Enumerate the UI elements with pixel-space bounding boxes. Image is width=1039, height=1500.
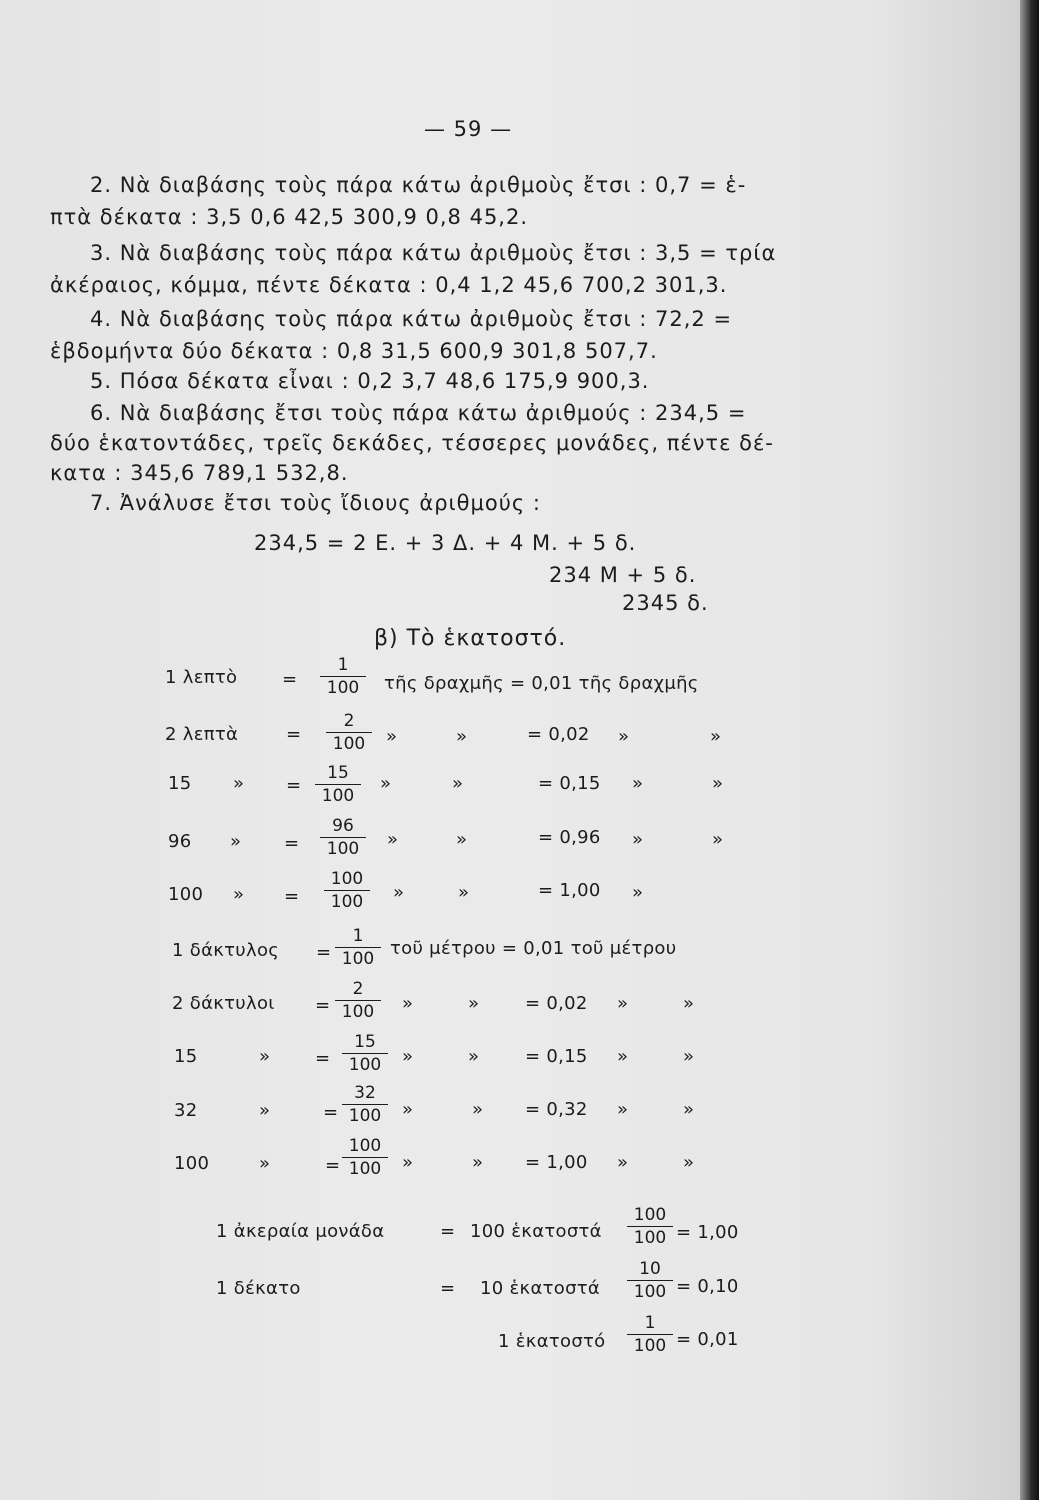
denominator: 100 (633, 1228, 667, 1248)
fraction (320, 656, 366, 697)
exercise-line: ἑβδομήντα δύο δέκατα : 0,8 31,5 600,9 301,8 507,7. (50, 339, 658, 363)
numerator: 100 (342, 1137, 388, 1158)
section-title: β) Τὸ ἑκατοστό. (374, 626, 567, 651)
summary-amount: 10 ἑκατοστά (480, 1278, 601, 1299)
fraction (627, 1206, 673, 1247)
analysis-line: 234,5 = 2 Ε. + 3 Δ. + 4 Μ. + 5 δ. (254, 531, 637, 555)
exercise-line: πτὰ δέκατα : 3,5 0,6 42,5 300,9 0,8 45,2. (50, 205, 529, 229)
exercise-line: ἀκέραιος, κόμμα, πέντε δέκατα : 0,4 1,2 45,6 700,2 301,3. (50, 273, 728, 297)
decimal-value: = 0,32 (525, 1099, 588, 1120)
equals-sign: = (440, 1221, 456, 1242)
page-number: — 59 — (424, 117, 513, 141)
exercise-line: δύο ἑκατοντάδες, τρεῖς δεκάδες, τέσσερες μονάδες, πέντε δέ- (50, 431, 774, 455)
ditto-mark: » (468, 1046, 480, 1067)
ditto-mark: » (458, 882, 470, 903)
ditto-mark: » (259, 1100, 271, 1121)
summary-label: 1 ἀκεραία μονάδα (216, 1221, 385, 1242)
daktylos-row-label: 15 (174, 1046, 198, 1067)
ditto-mark: » (617, 1152, 629, 1173)
daktylos-row-rest: τοῦ μέτρου = 0,01 τοῦ μέτρου (390, 938, 677, 959)
decimal-value: = 0,15 (538, 773, 601, 794)
ditto-mark: » (683, 1152, 695, 1173)
decimal-value: = 0,15 (525, 1046, 588, 1067)
numerator: 1 (320, 656, 366, 677)
equals-sign: = (325, 1155, 341, 1176)
ditto-mark: » (393, 882, 405, 903)
numerator: 32 (342, 1084, 388, 1105)
daktylos-row-label: 1 δάκτυλος (172, 940, 280, 961)
ditto-mark: » (712, 773, 724, 794)
lepta-row-rest: τῆς δραχμῆς = 0,01 τῆς δραχμῆς (384, 673, 699, 694)
decimal-value: = 0,02 (527, 724, 590, 745)
ditto-mark: » (618, 726, 630, 747)
summary-result: = 0,01 (676, 1329, 739, 1350)
equals-sign: = (284, 886, 300, 907)
ditto-mark: » (632, 829, 644, 850)
ditto-mark: » (683, 993, 695, 1014)
ditto-mark: » (683, 1046, 695, 1067)
ditto-mark: » (233, 773, 245, 794)
numerator: 100 (627, 1206, 673, 1227)
numerator: 96 (320, 817, 366, 838)
equals-sign: = (440, 1278, 456, 1299)
denominator: 100 (330, 892, 364, 912)
fraction (315, 764, 361, 805)
ditto-mark: » (452, 773, 464, 794)
daktylos-row-label: 2 δάκτυλοι (172, 993, 275, 1014)
ditto-mark: » (617, 1046, 629, 1067)
ditto-mark: » (402, 1152, 414, 1173)
ditto-mark: » (259, 1046, 271, 1067)
exercise-line: 7. Ἀνάλυσε ἔτσι τοὺς ἴδιους ἀριθμούς : (90, 491, 541, 515)
exercise-line: 6. Νὰ διαβάσης ἔτσι τοὺς πάρα κάτω ἀριθμούς : 234,5 = (90, 401, 747, 425)
ditto-mark: » (632, 882, 644, 903)
ditto-mark: » (632, 773, 644, 794)
denominator: 100 (633, 1336, 667, 1356)
equals-sign: = (315, 1048, 331, 1069)
fraction (320, 817, 366, 858)
numerator: 100 (324, 870, 370, 891)
decimal-value: = 1,00 (538, 880, 601, 901)
numerator: 2 (326, 712, 372, 733)
lepta-row-label: 2 λεπτὰ (165, 724, 239, 745)
denominator: 100 (326, 678, 360, 698)
numerator: 15 (342, 1033, 388, 1054)
exercise-line: 5. Πόσα δέκατα εἶναι : 0,2 3,7 48,6 175,9 900,3. (90, 369, 650, 393)
equals-sign: = (286, 724, 302, 745)
summary-amount: 1 ἑκατοστό (498, 1331, 606, 1352)
summary-result: = 1,00 (676, 1222, 739, 1243)
numerator: 15 (315, 764, 361, 785)
ditto-mark: » (472, 1099, 484, 1120)
equals-sign: = (284, 833, 300, 854)
fraction (627, 1314, 673, 1355)
denominator: 100 (348, 1159, 382, 1179)
decimal-value: = 0,96 (538, 827, 601, 848)
equals-sign: = (286, 775, 302, 796)
ditto-mark: » (617, 1099, 629, 1120)
fraction (342, 1137, 388, 1178)
lepta-row-label: 100 (168, 884, 204, 905)
denominator: 100 (348, 1106, 382, 1126)
ditto-mark: » (386, 726, 398, 747)
ditto-mark: » (387, 829, 399, 850)
fraction (627, 1260, 673, 1301)
analysis-line: 234 Μ + 5 δ. (549, 563, 697, 587)
equals-sign: = (315, 995, 331, 1016)
summary-amount: 100 ἑκατοστά (470, 1221, 602, 1242)
summary-result: = 0,10 (676, 1276, 739, 1297)
denominator: 100 (341, 1002, 375, 1022)
denominator: 100 (633, 1282, 667, 1302)
page-edge-shadow (1020, 0, 1039, 1500)
decimal-value: = 1,00 (525, 1152, 588, 1173)
denominator: 100 (341, 949, 375, 969)
denominator: 100 (326, 839, 360, 859)
equals-sign: = (316, 942, 332, 963)
ditto-mark: » (683, 1099, 695, 1120)
ditto-mark: » (456, 726, 468, 747)
ditto-mark: » (710, 726, 722, 747)
ditto-mark: » (402, 1046, 414, 1067)
ditto-mark: » (617, 993, 629, 1014)
lepta-row-label: 15 (168, 773, 192, 794)
ditto-mark: » (402, 1099, 414, 1120)
summary-label: 1 δέκατο (216, 1278, 301, 1299)
numerator: 10 (627, 1260, 673, 1281)
ditto-mark: » (233, 884, 245, 905)
lepta-row-label: 1 λεπτὸ (165, 667, 238, 688)
fraction (342, 1033, 388, 1074)
ditto-mark: » (472, 1152, 484, 1173)
denominator: 100 (332, 734, 366, 754)
fraction (342, 1084, 388, 1125)
denominator: 100 (348, 1055, 382, 1075)
numerator: 2 (335, 980, 381, 1001)
exercise-line: 4. Νὰ διαβάσης τοὺς πάρα κάτω ἀριθμοὺς ἔτσι : 72,2 = (90, 307, 733, 331)
fraction (324, 870, 370, 911)
denominator: 100 (321, 786, 355, 806)
numerator: 1 (335, 927, 381, 948)
ditto-mark: » (259, 1153, 271, 1174)
lepta-row-label: 96 (168, 831, 192, 852)
equals-sign: = (282, 669, 298, 690)
ditto-mark: » (230, 831, 242, 852)
analysis-line: 2345 δ. (622, 591, 709, 615)
daktylos-row-label: 32 (174, 1100, 198, 1121)
ditto-mark: » (380, 773, 392, 794)
ditto-mark: » (456, 829, 468, 850)
daktylos-row-label: 100 (174, 1153, 210, 1174)
fraction (335, 927, 381, 968)
ditto-mark: » (402, 993, 414, 1014)
exercise-line: 2. Νὰ διαβάσης τοὺς πάρα κάτω ἀριθμοὺς ἔτσι : 0,7 = ἑ- (90, 173, 747, 197)
exercise-line: κατα : 345,6 789,1 532,8. (50, 461, 349, 485)
decimal-value: = 0,02 (525, 993, 588, 1014)
numerator: 1 (627, 1314, 673, 1335)
fraction (326, 712, 372, 753)
ditto-mark: » (712, 829, 724, 850)
fraction (335, 980, 381, 1021)
exercise-line: 3. Νὰ διαβάσης τοὺς πάρα κάτω ἀριθμοὺς ἔτσι : 3,5 = τρία (90, 241, 777, 265)
equals-sign: = (323, 1102, 339, 1123)
ditto-mark: » (468, 993, 480, 1014)
